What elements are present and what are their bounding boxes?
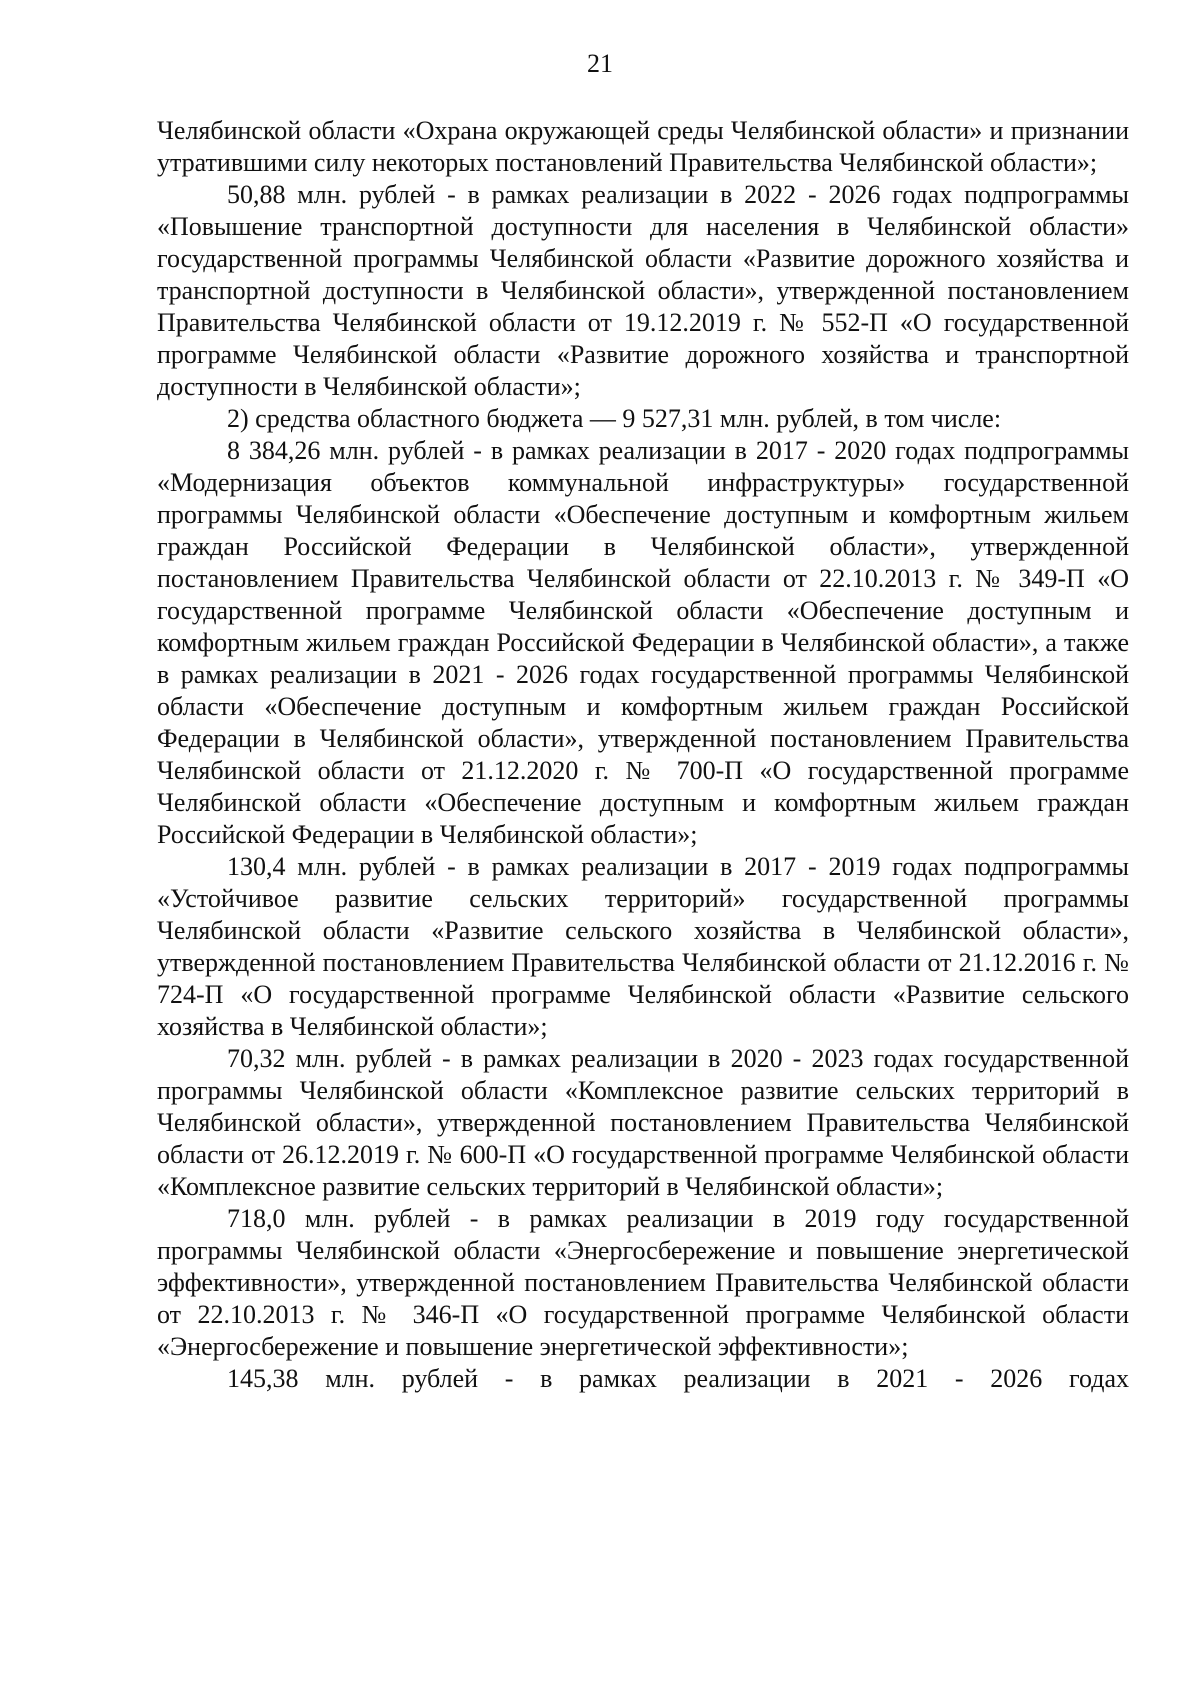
paragraph-funding-transport: 50,88 млн. рублей - в рамках реализации в 2022 - 2026 годах подпрограммы «Повышение транспортной доступности для населения в Челябинской области» государственной программы Челябинской области «Развитие дорожного хозяйства и транспортной доступности в Челябинской области», утвержденной постановлением Правительства Челябинской области от 19.12.2019 г. № 552-П «О государственной программе Челябинской области «Развитие дорожного хозяйства и транспортной доступности в Челябинской области»; bbox=[157, 180, 1129, 401]
document-body bbox=[157, 115, 1129, 1395]
page-number: 21 bbox=[587, 49, 613, 78]
paragraph-funding-rural-territories: 70,32 млн. рублей - в рамках реализации в 2020 - 2023 годах государственной программы Челябинской области «Комплексное развитие сельских территорий в Челябинской области», утвержденной постановлением Правительства Челябинской области от 26.12.2019 г. № 600-П «О государственной программе Челябинской области «Комплексное развитие сельских территорий в Челябинской области»; bbox=[157, 1044, 1129, 1201]
paragraph-funding-energy: 718,0 млн. рублей - в рамках реализации в 2019 году государственной программы Челябинской области «Энергосбережение и повышение энергетической эффективности», утвержденной постановлением Правительства Челябинской области от 22.10.2013 г. № 346-П «О государственной программе Челябинской области «Энергосбережение и повышение энергетической эффективности»; bbox=[157, 1204, 1129, 1361]
paragraph-funding-continued: 145,38 млн. рублей - в рамках реализации в 2021 - 2026 годах bbox=[227, 1364, 1129, 1393]
paragraph-continuation: Челябинской области «Охрана окружающей среды Челябинской области» и признании утратившими силу некоторых постановлений Правительства Челябинской области»; bbox=[157, 116, 1129, 177]
paragraph-funding-housing: 8 384,26 млн. рублей - в рамках реализации в 2017 - 2020 годах подпрограммы «Модернизация объектов коммунальной инфраструктуры» государственной программы Челябинской области «Обеспечение доступным и комфортным жильем граждан Российской Федерации в Челябинской области», утвержденной постановлением Правительства Челябинской области от 22.10.2013 г. № 349-П «О государственной программе Челябинской области «Обеспечение доступным и комфортным жильем граждан Российской Федерации в Челябинской области», а также в рамках реализации в 2021 - 2026 годах государственной программы Челябинской области «Обеспечение доступным и комфортным жильем граждан Российской Федерации в Челябинской области», утвержденной постановлением Правительства Челябинской области от 21.12.2020 г. № 700-П «О государственной программе Челябинской области «Обеспечение доступным и комфортным жильем граждан Российской Федерации в Челябинской области»; bbox=[157, 436, 1129, 849]
paragraph-funding-rural: 130,4 млн. рублей - в рамках реализации в 2017 - 2019 годах подпрограммы «Устойчивое развитие сельских территорий» государственной программы Челябинской области «Развитие сельского хозяйства в Челябинской области», утвержденной постановлением Правительства Челябинской области от 21.12.2016 г. № 724-П «О государственной программе Челябинской области «Развитие сельского хозяйства в Челябинской области»; bbox=[157, 852, 1129, 1041]
paragraph-regional-budget: 2) средства областного бюджета — 9 527,31 млн. рублей, в том числе: bbox=[227, 404, 1002, 433]
